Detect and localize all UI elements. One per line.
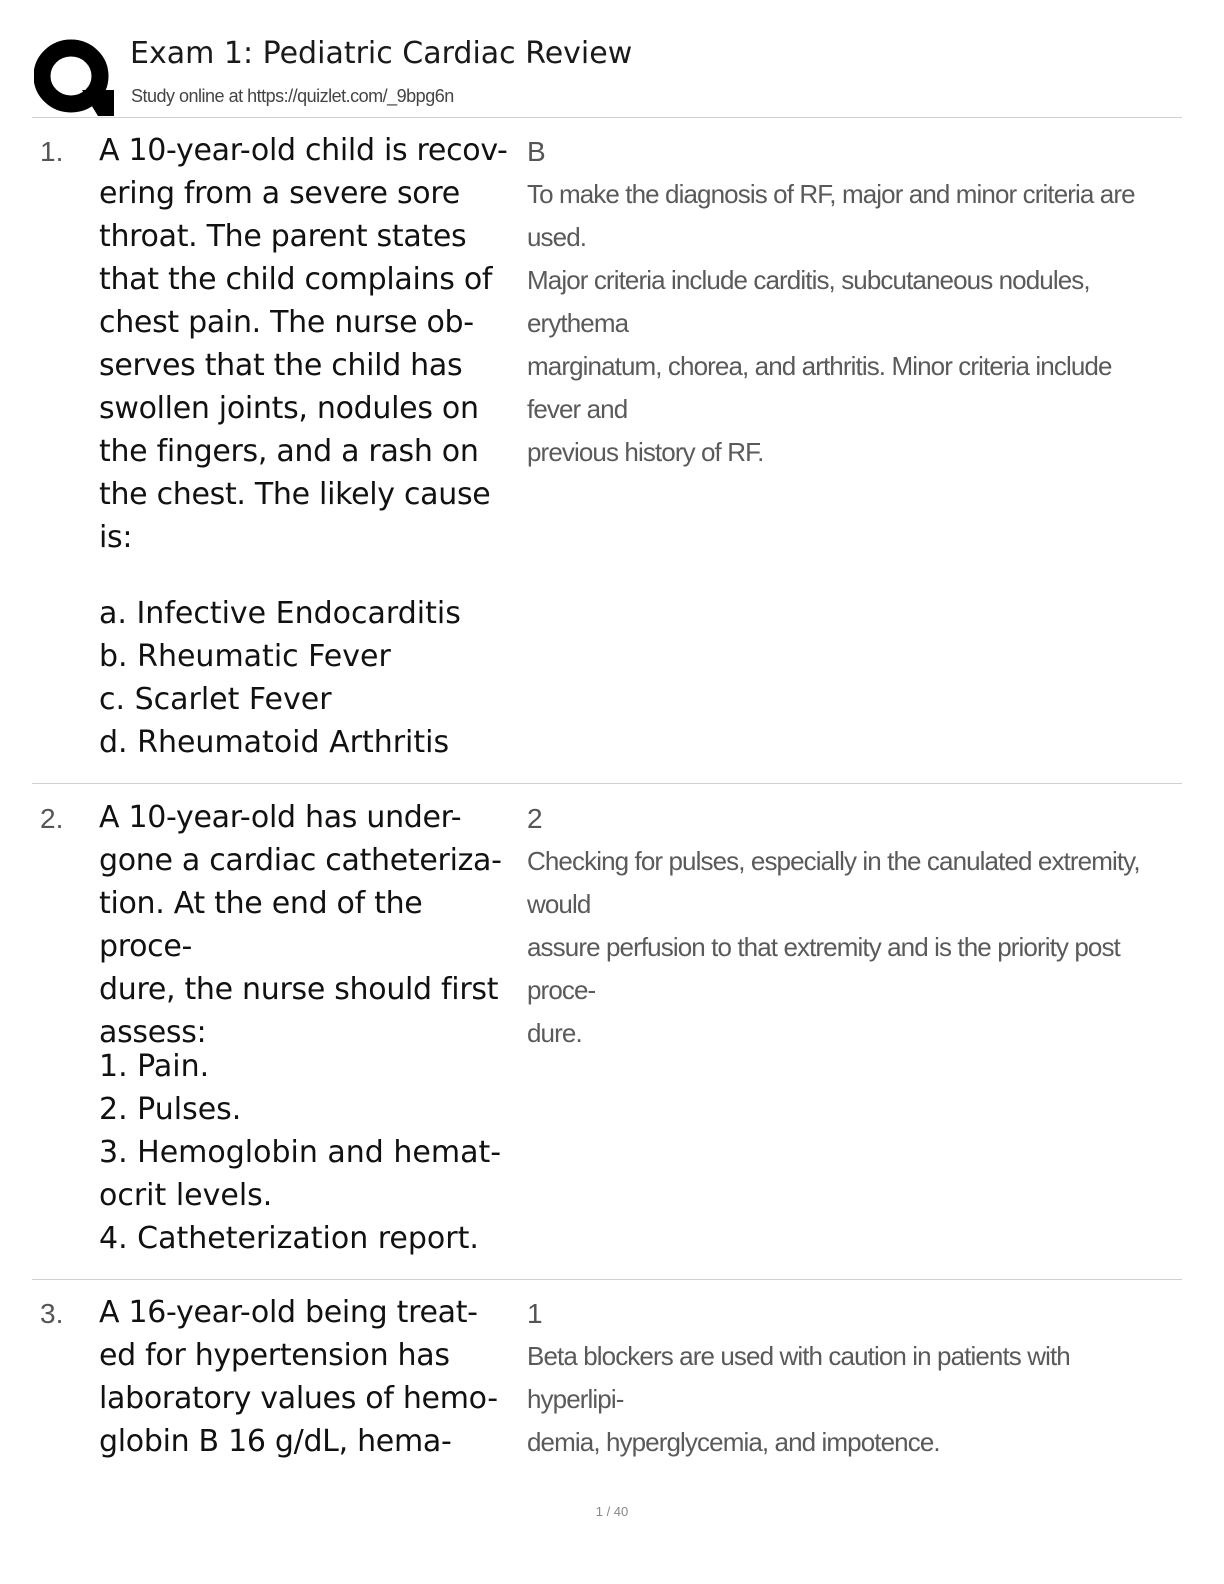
option-item: a. Infective Endocarditis bbox=[99, 596, 461, 631]
card-divider bbox=[32, 783, 1182, 784]
answer-key: 1 bbox=[527, 1298, 543, 1329]
option-item: d. Rheumatoid Arthritis bbox=[99, 725, 450, 760]
card-number: 1. bbox=[40, 136, 64, 167]
card-divider bbox=[32, 1279, 1182, 1280]
page-title: Exam 1: Pediatric Cardiac Review bbox=[130, 36, 633, 71]
quizlet-q-logo-icon bbox=[34, 38, 114, 118]
option-list bbox=[99, 1045, 519, 1260]
option-item: 2. Pulses. bbox=[99, 1092, 242, 1127]
question-text: A 10-year-old child is recov- ering from a severe sore throat. The parent states that the child complains of chest pain. The nurse ob- serves that the child has swollen joints, nodules on the fingers, and a rash on the chest. The likely cause is: bbox=[99, 133, 508, 555]
answer-explanation: To make the diagnosis of RF, major and minor criteria are used. Major criteria include carditis, subcutaneous nodules, erythema marginatum, chorea, and arthritis. Minor criteria include fever and previous history of RF. bbox=[527, 179, 1135, 467]
header-divider bbox=[32, 117, 1182, 118]
page-header bbox=[30, 30, 1182, 118]
answer-explanation: Beta blockers are used with caution in patients with hyperlipi- demia, hyperglycemia, and impotence. bbox=[527, 1341, 1070, 1457]
card-number: 2. bbox=[40, 803, 64, 834]
answer-key: B bbox=[527, 136, 546, 167]
page-indicator: 1 / 40 bbox=[595, 1504, 629, 1519]
study-link[interactable]: Study online at https://quizlet.com/_9bpg6n bbox=[131, 86, 454, 106]
option-item: 4. Catheterization report. bbox=[99, 1221, 479, 1256]
option-item: 1. Pain. bbox=[99, 1049, 210, 1084]
question-text: A 16-year-old being treat- ed for hypertension has laboratory values of hemo- globin B 16 g/dL, hema- bbox=[99, 1295, 498, 1459]
option-list bbox=[99, 592, 519, 764]
option-item: 3. Hemoglobin and hemat- ocrit levels. bbox=[99, 1135, 502, 1213]
question-text: A 10-year-old has under- gone a cardiac catheteriza- tion. At the end of the proce- dure, the nurse should first assess: bbox=[99, 800, 502, 1050]
option-item: c. Scarlet Fever bbox=[99, 682, 332, 717]
answer-key: 2 bbox=[527, 803, 543, 834]
option-item: b. Rheumatic Fever bbox=[99, 639, 391, 674]
answer-explanation: Checking for pulses, especially in the canulated extremity, would assure perfusion to that extremity and is the priority post proce- dure. bbox=[527, 846, 1140, 1048]
card-number: 3. bbox=[40, 1298, 64, 1329]
